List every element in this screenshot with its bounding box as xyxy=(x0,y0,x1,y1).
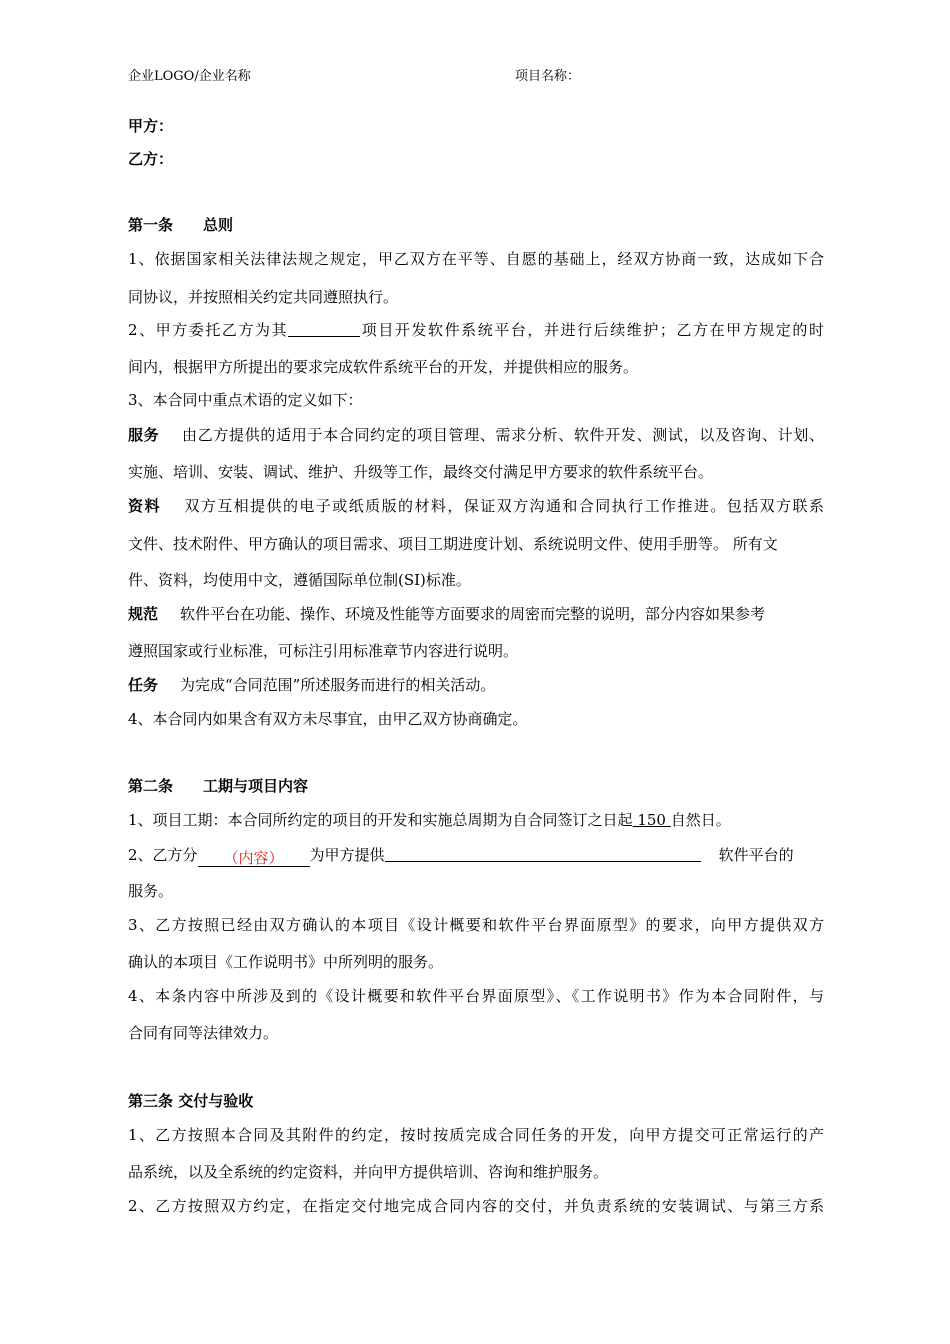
party-a-label: 甲方： xyxy=(128,117,174,135)
def-service-line1 xyxy=(128,425,824,445)
article1-heading: 总则 xyxy=(203,216,234,234)
article2-heading: 工期与项目内容 xyxy=(203,777,309,795)
article2-p2-line1 xyxy=(128,845,794,867)
article2-number: 第二条 xyxy=(128,777,174,795)
def-task-term: 任务 xyxy=(128,676,159,694)
def-data-line3: 件、资料，均使用中文，遵循国际单位制(SI)标准。 xyxy=(128,571,471,589)
project-name-blank[interactable] xyxy=(288,320,360,337)
article1-number: 第一条 xyxy=(128,216,174,234)
def-service-text: 由乙方提供的适用于本合同约定的项目管理、需求分析、软件开发、测试，以及咨询、计划、 xyxy=(181,426,824,444)
article2-p2-post: 软件平台的 xyxy=(718,846,794,864)
article2-p4-line2: 合同有同等法律效力。 xyxy=(128,1024,279,1042)
def-spec-line1 xyxy=(128,604,765,624)
platform-blank[interactable] xyxy=(385,845,701,862)
article2-p3-line2: 确认的本项目《工作说明书》中所列明的服务。 xyxy=(128,953,444,971)
article2-title xyxy=(128,776,308,796)
def-data-text: 双方互相提供的电子或纸质版的材料，保证双方沟通和合同执行工作推进。包括双方联系 xyxy=(182,497,824,515)
article2-p1-pre: 1、项目工期：本合同所约定的项目的开发和实施总周期为自合同签订之日起 xyxy=(128,811,633,829)
article3-title: 第三条 交付与验收 xyxy=(128,1092,254,1110)
article2-p2-line2: 服务。 xyxy=(128,882,174,900)
header-project-name: 项目名称： xyxy=(515,69,581,84)
def-task-line1 xyxy=(128,675,495,695)
article1-p4: 4、本合同内如果含有双方未尽事宜，由甲乙双方协商确定。 xyxy=(128,710,528,728)
article1-p2-pre: 2、甲方委托乙方为其 xyxy=(128,321,289,339)
def-service-line2: 实施、培训、安装、调试、维护、升级等工作，最终交付满足甲方要求的软件系统平台。 xyxy=(128,463,714,481)
def-service-term: 服务 xyxy=(128,426,160,444)
article2-p3-line1: 3、乙方按照已经由双方确认的本项目《设计概要和软件平台界面原型》的要求，向甲方提供双方 xyxy=(128,916,824,934)
article3-p1-line1: 1、乙方按照本合同及其附件的约定，按时按质完成合同任务的开发，向甲方提交可正常运行的产 xyxy=(128,1126,824,1144)
article2-p2-pre: 2、乙方分 xyxy=(128,846,198,864)
party-b-label: 乙方： xyxy=(128,150,174,168)
article1-p2-line1 xyxy=(128,320,824,340)
def-spec-term: 规范 xyxy=(128,605,159,623)
duration-days: 150 xyxy=(632,811,671,829)
article1-p3: 3、本合同中重点术语的定义如下： xyxy=(128,391,363,409)
content-placeholder[interactable]: （内容） xyxy=(198,848,310,867)
article2-p1 xyxy=(128,810,731,830)
def-spec-text: 软件平台在功能、操作、环境及性能等方面要求的周密而完整的说明，部分内容如果参考 xyxy=(180,605,766,623)
article2-p1-post: 自然日。 xyxy=(670,811,731,829)
article2-p4-line1: 4、本条内容中所涉及到的《设计概要和软件平台界面原型》、《工作说明书》作为本合同附件，与 xyxy=(128,987,824,1005)
article1-p2-line2: 间内，根据甲方所提出的要求完成软件系统平台的开发，并提供相应的服务。 xyxy=(128,358,639,376)
article3-p2-line1: 2、乙方按照双方约定，在指定交付地完成合同内容的交付，并负责系统的安装调试、与第三方系 xyxy=(128,1197,824,1215)
def-task-text: 为完成“合同范围”所述服务而进行的相关活动。 xyxy=(180,676,496,694)
def-data-line2: 文件、技术附件、甲方确认的项目需求、项目工期进度计划、系统说明文件、使用手册等。 所有文 xyxy=(128,535,778,553)
article1-p1-line2: 同协议，并按照相关约定共同遵照执行。 xyxy=(128,288,399,306)
def-data-line1 xyxy=(128,496,824,516)
article1-p1-line1: 1、依据国家相关法律法规之规定，甲乙双方在平等、自愿的基础上，经双方协商一致，达成如下合 xyxy=(128,250,824,268)
article3-p1-line2: 品系统，以及全系统的约定资料，并向甲方提供培训、咨询和维护服务。 xyxy=(128,1163,609,1181)
article1-p2-post: 项目开发软件系统平台，并进行后续维护；乙方在甲方规定的时 xyxy=(360,321,824,339)
def-spec-line2: 遵照国家或行业标准，可标注引用标准章节内容进行说明。 xyxy=(128,642,519,660)
article1-title xyxy=(128,215,233,235)
def-data-term: 资料 xyxy=(128,497,161,515)
article2-p2-mid: 为甲方提供 xyxy=(309,846,385,864)
header-company: 企业LOGO/企业名称 xyxy=(128,69,251,84)
